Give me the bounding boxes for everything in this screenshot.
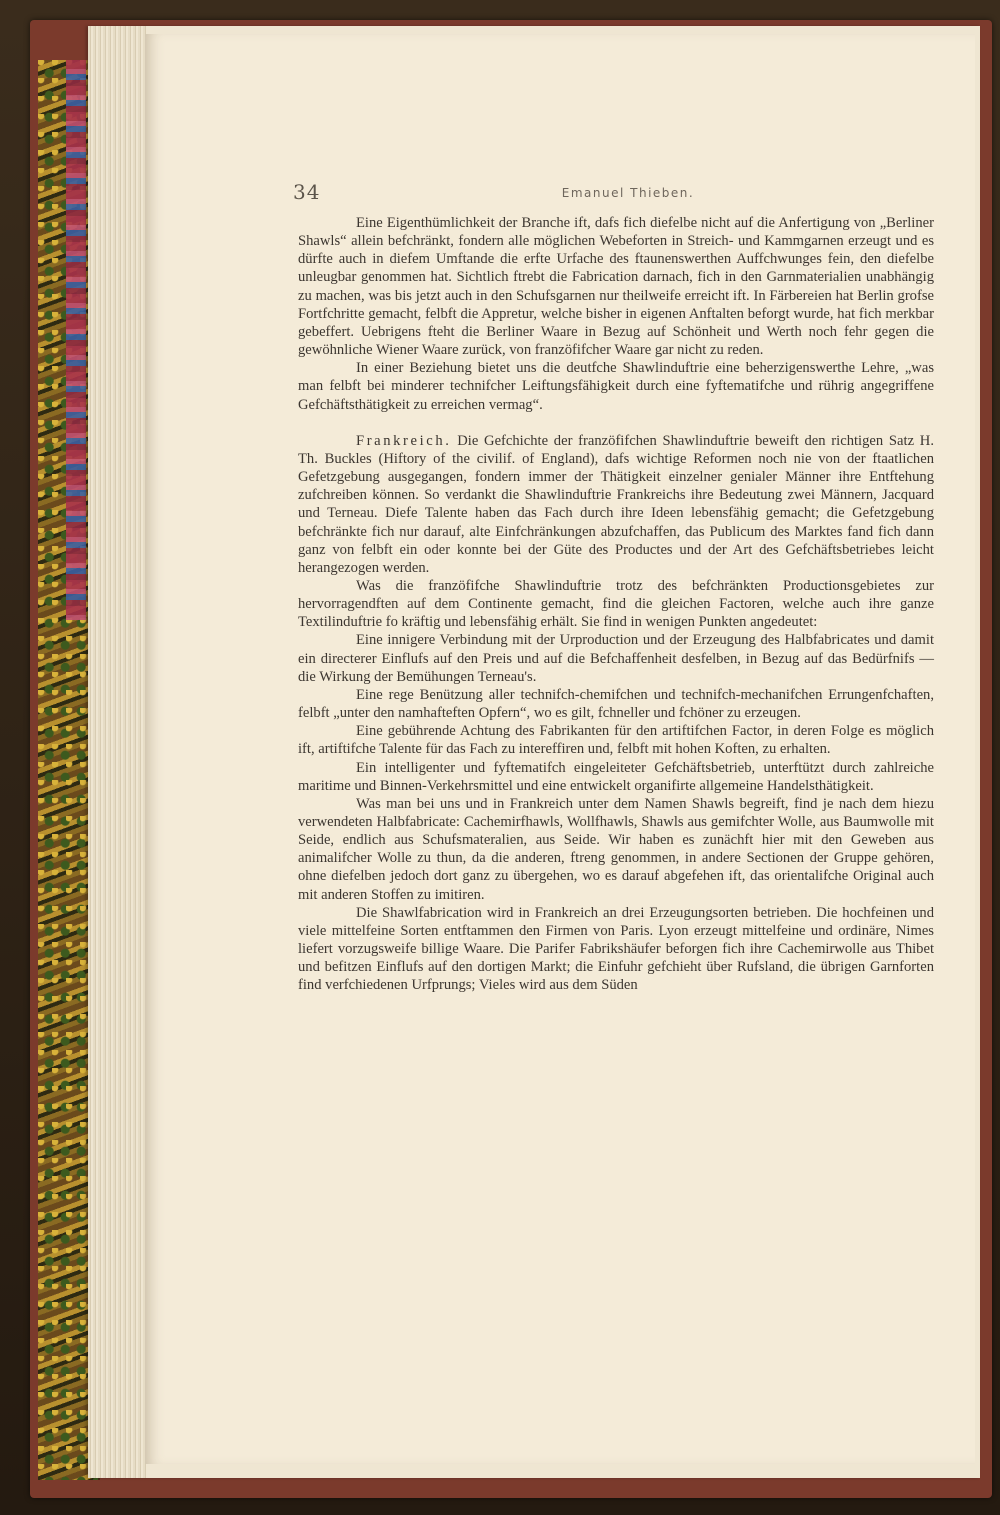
- page-number: 34: [293, 180, 321, 204]
- body-text: [298, 214, 934, 995]
- paragraph-text: Die Gefchichte der franzöfifchen Shawlinduftrie beweift den richtigen Satz H. Th. Buckles (Hiftory of the civilif. of England), dafs wichtige Reformen noch nie von der ftaatlichen Gefetzgebung ausgegangen, fondern immer der Thätigkeit einzelner genialer Männer ihre Entftehung zufchreiben können. So verdankt die Shawlinduftrie Frankreichs ihre Bedeutung zwei Männern, Jacquard und Terneau. Diefe Talente haben das Fach durch ihre Ideen lebensfähig gemacht; die Gefetzgebung befchränkte fich nur darauf, alte Einfchränkungen abzufchaffen, das Publicum des Marktes fand fich dann ganz von felbft ein oder konnte bei der Güte des Productes und der Art des Gefchäftsbetriebes leicht herangezogen werden.: [298, 432, 934, 576]
- marbled-spine-stripe: [66, 60, 86, 620]
- running-head: [293, 180, 963, 204]
- paragraph: Die Shawlfabrication wird in Frankreich an drei Erzeugungsorten betrieben. Die hochfeinen und viele mittelfeine Sorten entftammen den Firmen von Paris. Lyon erzeugt mittelfeine und ordinäre, Nimes liefert vorzugsweife billige Waare. Die Parifer Fabrikshäufer beforgen fich ihre Cachemirwolle aus Thibet und befitzen Einflufs auf den dortigen Markt; die Einfuhr gefchieht über Rufsland, die übrigen Garnforten find verfchiedenen Urfprungs; Vieles wird aus dem Süden: [298, 904, 934, 994]
- paragraph: Eine gebührende Achtung des Fabrikanten für den artiftifchen Factor, in deren Folge es möglich ift, artiftifche Talente für das Fach zu intereffiren und, felbft mit hohen Koften, zu erhalten.: [298, 723, 934, 758]
- paragraph: In einer Beziehung bietet uns die deutfche Shawlinduftrie eine beherzigenswerthe Lehre, „was man felbft bei minderer technifcher Leiftungsfähigkeit durch eine fyftematifche und rührig angegriffene Gefchäftsthätigkeit zu erreichen vermag“.: [298, 360, 934, 413]
- paragraph: Ein intelligenter und fyftematifch eingeleiteter Gefchäftsbetrieb, unterftützt durch zahlreiche maritime und Binnen-Verkehrsmittel und eine entwickelt organifirte allgemeine Handelsthätigkeit.: [298, 759, 934, 794]
- paragraph: Was man bei uns und in Frankreich unter dem Namen Shawls begreift, find je nach dem hiezu verwendeten Halbfabricate: Cachemirfhawls, Wollfhawls, Shawls aus gemifchter Wolle, aus Baumwolle mit Seide, endlich aus Schufsmateralien, aus Seide. Wir haben es zunächft hier mit den Geweben aus animalifcher Wolle zu thun, da die anderen, ftreng genommen, in andere Sectionen der Gruppe gehören, ohne diefelben jedoch dort ganz zu übergehen, wo es darauf abgefehen ift, das orientalifche Original auch mit anderen Stoffen zu imitiren.: [298, 795, 934, 903]
- section-paragraph: [298, 432, 934, 577]
- paragraph: Was die franzöfifche Shawlinduftrie trotz des befchränkten Productionsgebietes zur hervorragendften auf dem Continente gemacht, find die gleichen Factoren, welche auch ihre ganze Textilinduftrie fo kräftig und lebensfähig erhält. Sie find in wenigen Punkten angedeutet:: [298, 577, 934, 631]
- running-title: Emanuel Thieben.: [561, 186, 695, 200]
- paragraph: Eine rege Benützung aller technifch-chemifchen und technifch-mechanifchen Errungenfchaften, felbft „unter den namhafteften Opfern“, wo es gilt, fchneller und fchöner zu erzeugen.: [298, 686, 934, 722]
- paragraph: Eine Eigenthümlichkeit der Branche ift, dafs fich diefelbe nicht auf die Anfertigung von „Berliner Shawls“ allein befchränkt, fondern alle möglichen Webeforten in Streich- und Kammgarnen erzeugt und es dürfte auch in diefem Umftande die erfte Urfache des ftaunenswerthen Auffchwunges fein, den diefelbe unleugbar genommen hat. Sichtlich ftrebt die Fabrication darnach, fich in den Garnmaterialien unabhängig zu machen, was bis jetzt auch in den Schufsgarnen nur theilweife erreicht ift. In Färbereien hat Berlin grofse Fortfchritte gemacht, felbft die Appretur, welche bisher in eigenen Anftalten beforgt wurde, hat fich merkbar gebeffert. Uebrigens fteht die Berliner Waare in Bezug auf Schönheit und Werth noch fehr gegen die gewöhnliche Wiener Waare zurück, von franzöfifcher Waare gar nicht zu reden.: [298, 215, 934, 359]
- paragraph: Eine innigere Verbindung mit der Urproduction und der Erzeugung des Halbfabricates und damit ein directerer Einflufs auf den Preis und auf die Befchaffenheit desfelben, in Bezug auf das Bedürfnifs — die Wirkung der Bemühungen Terneau's.: [298, 632, 934, 685]
- section-heading: Frankreich.: [356, 432, 452, 449]
